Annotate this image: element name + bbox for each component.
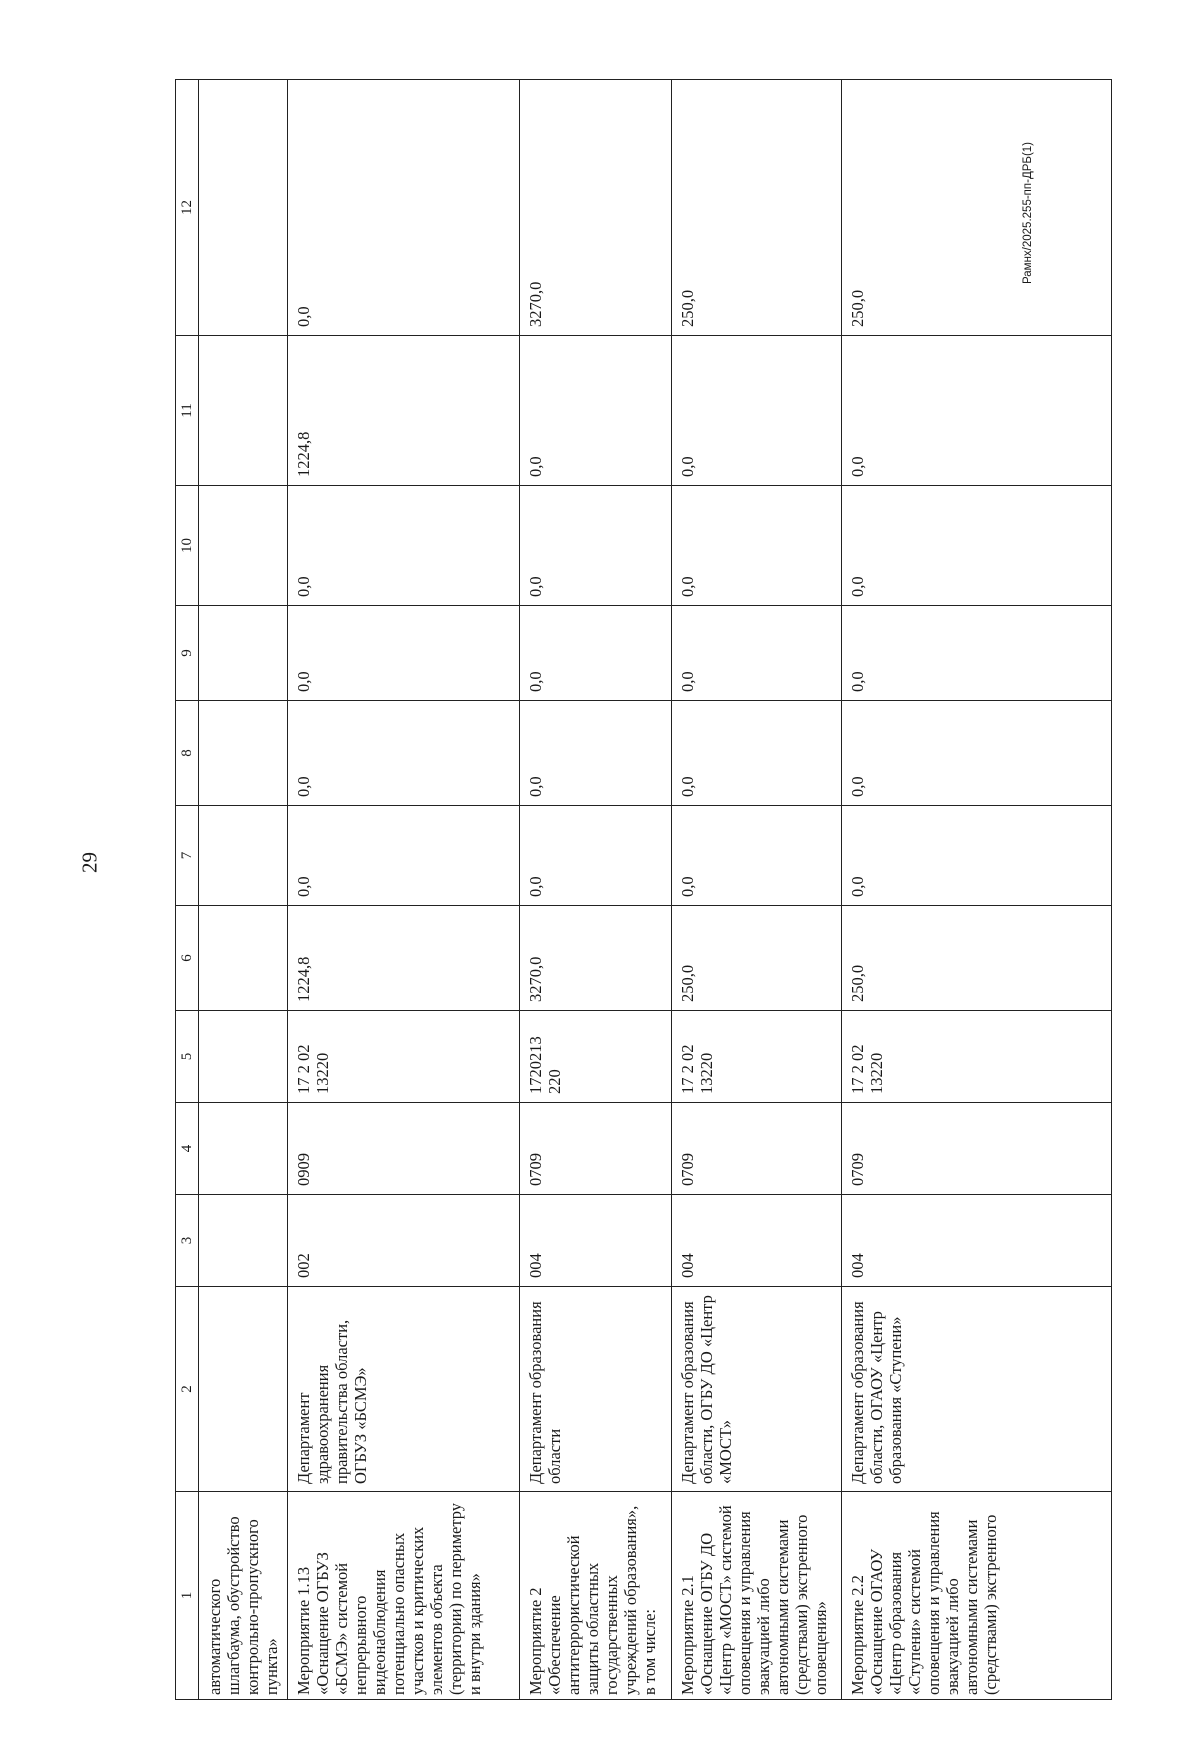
budget-table — [175, 79, 1112, 1700]
column-header: 3 — [176, 1195, 199, 1287]
value-cell: 0,0 — [842, 486, 1112, 606]
column-header: 5 — [176, 1011, 199, 1103]
table-row — [842, 80, 1112, 1700]
column-header: 4 — [176, 1103, 199, 1195]
value-cell: 250,0 — [672, 906, 842, 1011]
column-header: 12 — [176, 80, 199, 336]
table-row — [199, 80, 288, 1700]
responsible-cell — [199, 1287, 288, 1492]
value-cell: 0,0 — [672, 806, 842, 906]
value-cell: 0,0 — [672, 336, 842, 486]
value-cell: 0,0 — [520, 701, 672, 806]
value-cell: 0,0 — [288, 701, 520, 806]
page-number: 29 — [77, 852, 102, 873]
value-cell: 0,0 — [842, 336, 1112, 486]
target-code-cell: 17 2 02 13220 — [288, 1011, 520, 1103]
value-cell: 0,0 — [520, 486, 672, 606]
activity-cell: автоматического шлагбаума, обустройство контрольно-пропускного пункта» — [199, 1492, 288, 1700]
column-header: 8 — [176, 701, 199, 806]
value-cell: 250,0 — [672, 80, 842, 336]
target-code-cell: 1720213 220 — [520, 1011, 672, 1103]
target-code-cell: 17 2 02 13220 — [672, 1011, 842, 1103]
value-cell: 3270,0 — [520, 80, 672, 336]
responsible-cell: Департамент образования области — [520, 1287, 672, 1492]
section-code-cell: 0909 — [288, 1103, 520, 1195]
value-cell: 1224,8 — [288, 906, 520, 1011]
value-cell: 250,0 — [842, 906, 1112, 1011]
target-code-cell: 17 2 02 13220 — [842, 1011, 1112, 1103]
value-cell: 0,0 — [672, 606, 842, 701]
value-cell: 0,0 — [288, 486, 520, 606]
value-cell: 0,0 — [520, 336, 672, 486]
responsible-cell: Департамент образования области, ОГАОУ «Центр образования «Ступени» — [842, 1287, 1112, 1492]
column-header: 9 — [176, 606, 199, 701]
column-header: 11 — [176, 336, 199, 486]
value-cell — [199, 701, 288, 806]
column-header: 2 — [176, 1287, 199, 1492]
ministry-code-cell: 002 — [288, 1195, 520, 1287]
value-cell: 0,0 — [288, 806, 520, 906]
rotated-table-area — [175, 80, 1092, 1700]
table-row — [288, 80, 520, 1700]
section-code-cell: 0709 — [672, 1103, 842, 1195]
value-cell: 0,0 — [672, 701, 842, 806]
value-cell — [199, 806, 288, 906]
activity-cell: Мероприятие 2.2 «Оснащение ОГАОУ «Центр образования «Ступени» системой оповещения и управления эвакуацией либо автономными системами (средствами) экстренного — [842, 1492, 1112, 1700]
section-code-cell: 0709 — [520, 1103, 672, 1195]
value-cell: 0,0 — [288, 606, 520, 701]
column-header: 7 — [176, 806, 199, 906]
ministry-code-cell: 004 — [520, 1195, 672, 1287]
column-header: 10 — [176, 486, 199, 606]
activity-cell: Мероприятие 1.13 «Оснащение ОГБУЗ «БСМЭ» системой непрерывного видеонаблюдения потенциально опасных участков и критических элементов объекта (территории) по периметру и внутри здания» — [288, 1492, 520, 1700]
value-cell: 1224,8 — [288, 336, 520, 486]
value-cell — [199, 486, 288, 606]
value-cell: 0,0 — [672, 486, 842, 606]
value-cell — [199, 80, 288, 336]
value-cell: 0,0 — [520, 606, 672, 701]
value-cell: 0,0 — [842, 806, 1112, 906]
value-cell: 0,0 — [842, 606, 1112, 701]
section-code-cell: 0709 — [842, 1103, 1112, 1195]
header-row — [176, 80, 199, 1700]
ministry-code-cell: 004 — [672, 1195, 842, 1287]
table-row — [520, 80, 672, 1700]
activity-cell: Мероприятие 2.1 «Оснащение ОГБУ ДО «Центр «МОСТ» системой оповещения и управления эвакуацией либо автономными системами (средствами) экстренного оповещения» — [672, 1492, 842, 1700]
responsible-cell: Департамент здравоохранения правительства области, ОГБУЗ «БСМЭ» — [288, 1287, 520, 1492]
value-cell: 250,0 — [842, 80, 1112, 336]
value-cell: 0,0 — [520, 806, 672, 906]
value-cell: 0,0 — [842, 701, 1112, 806]
ministry-code-cell: 004 — [842, 1195, 1112, 1287]
footer-code: Рамнх/2025.255-пп-ДРБ(1) — [1022, 141, 1034, 285]
section-code-cell — [199, 1103, 288, 1195]
value-cell — [199, 606, 288, 701]
value-cell: 0,0 — [288, 80, 520, 336]
target-code-cell — [199, 1011, 288, 1103]
value-cell — [199, 906, 288, 1011]
column-header: 6 — [176, 906, 199, 1011]
ministry-code-cell — [199, 1195, 288, 1287]
value-cell — [199, 336, 288, 486]
responsible-cell: Департамент образования области, ОГБУ ДО «Центр «МОСТ» — [672, 1287, 842, 1492]
table-row — [672, 80, 842, 1700]
value-cell: 3270,0 — [520, 906, 672, 1011]
column-header: 1 — [176, 1492, 199, 1700]
activity-cell: Мероприятие 2 «Обеспечение антитеррористической защиты областных государственных учреждений образования», в том числе: — [520, 1492, 672, 1700]
